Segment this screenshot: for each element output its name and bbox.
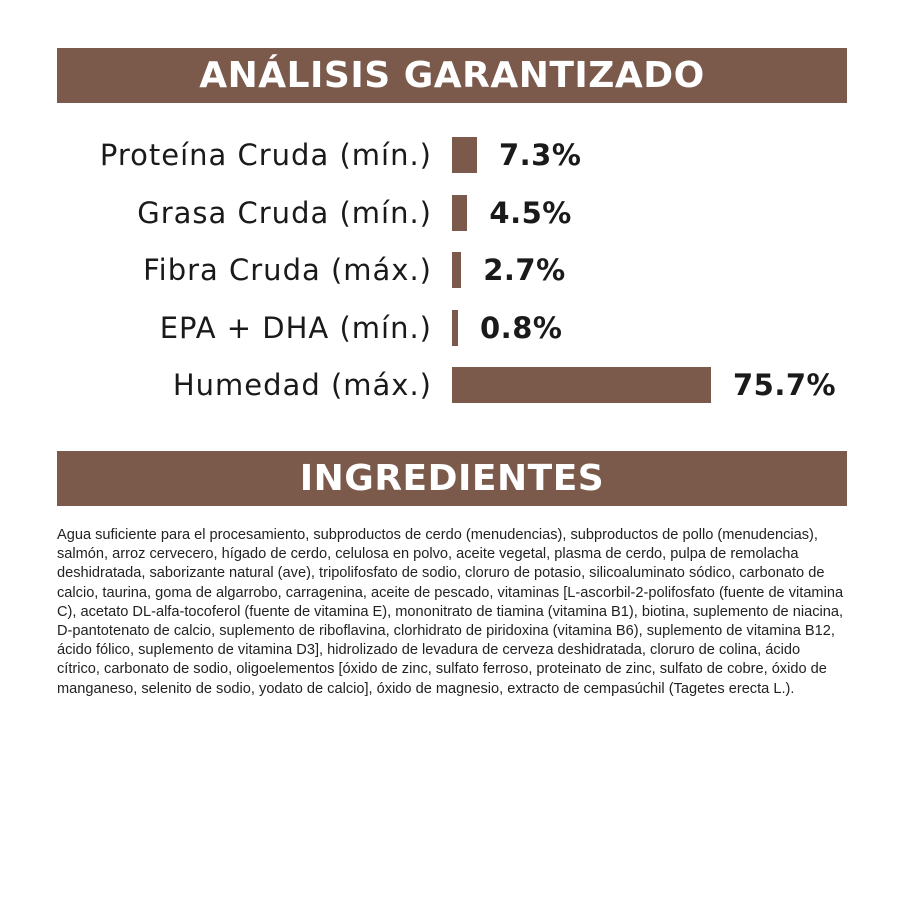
ingredients-title-banner	[57, 451, 847, 506]
value-bar	[452, 252, 461, 288]
value-label: 2.7%	[483, 253, 566, 287]
category-label: Proteína Cruda (mín.)	[99, 138, 432, 172]
value-bar	[452, 310, 458, 346]
value-bar	[452, 137, 477, 173]
category-label: Humedad (máx.)	[172, 368, 432, 402]
value-bar	[452, 367, 711, 403]
value-bar	[452, 195, 467, 231]
chart-row	[0, 308, 900, 348]
analysis-title-banner	[57, 48, 847, 103]
category-label: EPA + DHA (mín.)	[159, 310, 432, 345]
ingredients-list: Agua suficiente para el procesamiento, subproductos de cerdo (menudencias), subproductos de pollo (menudencias), salmón, arroz cervecero, hígado de cerdo, celulosa en polvo, aceite vegetal, plasma de cerdo, pulpa de remolacha deshidratada, saborizante natural (ave), tripolifosfato de sodio, cloruro de potasio, silicoaluminato sódico, carbonato de calcio, taurina, goma de algarrobo, carragenina, aceite de pescado, vitaminas [L-ascorbil-2-polifosfato (fuente de vitamina C), acetato DL-alfa-tocoferol (fuente de vitamina E), mononitrato de tiamina (vitamina B1), biotina, suplemento de niacina, D-pantotenato de calcio, suplemento de riboflavina, clorhidrato de piridoxina (vitamina B6), suplemento de vitamina B12, ácido fólico, suplemento de vitamina D3], hidrolizado de levadura de cerveza deshidratada, cloruro de colina, ácido cítrico, carbonato de sodio, oligoelementos [óxido de zinc, sulfato ferroso, proteinato de zinc, sulfato de cobre, óxido de manganeso, selenito de sodio, yodato de calcio], óxido de magnesio, extracto de cempasúchil (Tagetes erecta L.).	[57, 527, 844, 697]
value-label: 0.8%	[480, 310, 563, 345]
chart-row	[0, 365, 900, 405]
ingredients-title: INGREDIENTES	[299, 458, 605, 499]
value-label: 4.5%	[489, 195, 572, 230]
category-label: Grasa Cruda (mín.)	[137, 195, 432, 230]
value-label: 75.7%	[733, 368, 837, 402]
value-label: 7.3%	[498, 138, 582, 172]
category-label: Fibra Cruda (máx.)	[143, 253, 432, 287]
analysis-title: ANÁLISIS GARANTIZADO	[199, 55, 705, 96]
guaranteed-analysis-chart	[0, 120, 900, 420]
chart-row	[0, 250, 900, 290]
chart-row	[0, 193, 900, 233]
chart-row	[0, 135, 900, 175]
